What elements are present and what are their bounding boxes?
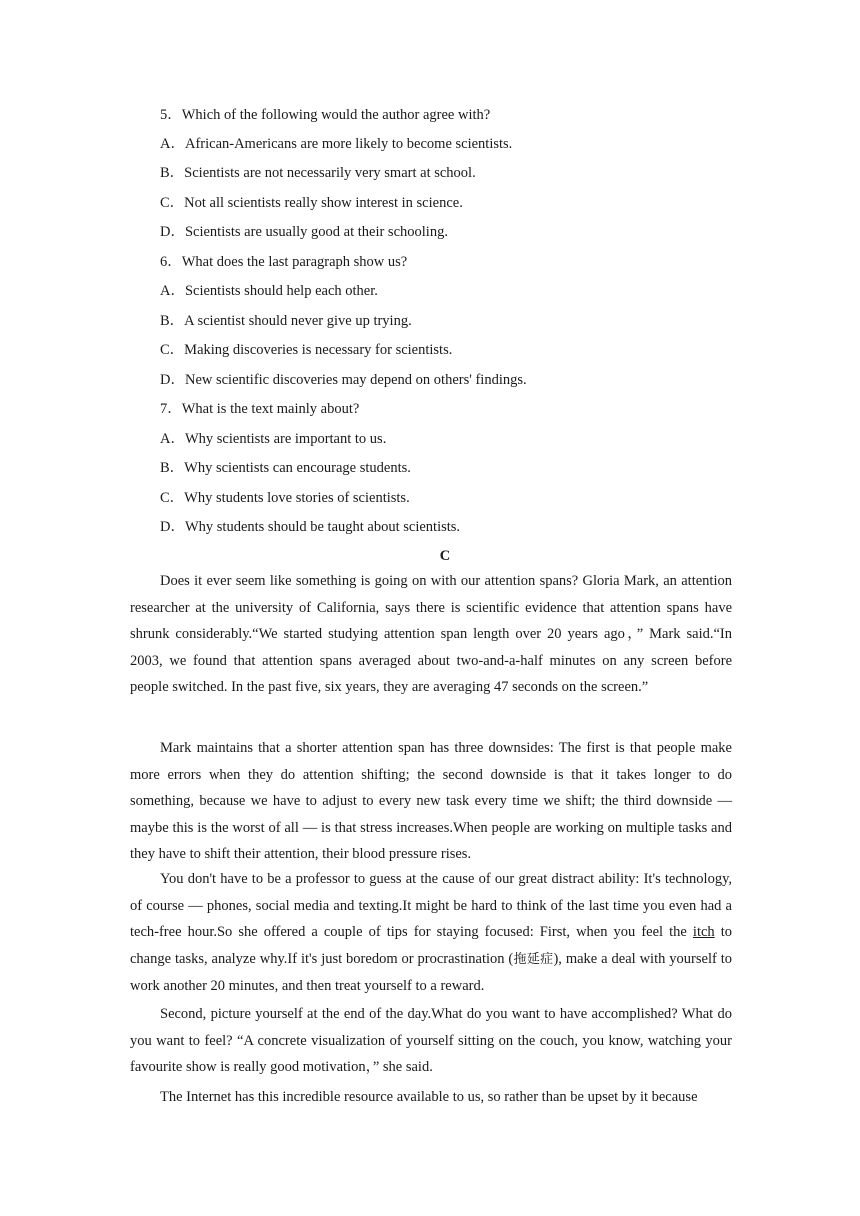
question-5-option-b: B．Scientists are not necessarily very smart at school.: [160, 165, 476, 181]
question-6-option-a: A．Scientists should help each other.: [160, 283, 378, 299]
chinese-gloss: 拖延症: [513, 951, 554, 967]
passage-paragraph-5: The Internet has this incredible resource available to us, so rather than be upset by it because: [160, 1089, 698, 1105]
passage-paragraph-2: Mark maintains that a shorter attention span has three downsides: The first is that people make more errors when they do attention shifting; the second downside is that it takes longer to do something, because we have to adjust to every new task every time we shift; the third downside — maybe this is the worst of all — is that stress increases.When people are working on multiple tasks and they have to shift their attention, their blood pressure rises.: [130, 740, 732, 863]
question-6-option-c: C．Making discoveries is necessary for scientists.: [160, 342, 453, 358]
question-7-option-d: D．Why students should be taught about scientists.: [160, 519, 461, 535]
question-5-option-c: C．Not all scientists really show interest in science.: [160, 195, 463, 211]
paragraph-3-text-middle: to change tasks, analyze why.If it's just boredom or procrastination (: [130, 924, 733, 967]
question-7-option-a: A．Why scientists are important to us.: [160, 431, 387, 447]
question-6-stem: 6．What does the last paragraph show us?: [160, 254, 408, 270]
passage-paragraph-4: Second, picture yourself at the end of the day.What do you want to have accomplished? What do you want to feel? “A concrete visualization of yourself sitting on the couch, you know, watching your favourite show is really good motivation，” she said.: [130, 1006, 732, 1076]
question-6-option-b: B．A scientist should never give up trying.: [160, 313, 412, 329]
question-7-option-b: B．Why scientists can encourage students.: [160, 460, 411, 476]
underlined-word-itch: itch: [692, 924, 715, 941]
passage-paragraph-1: Does it ever seem like something is going on with our attention spans? Gloria Mark, an attention researcher at the university of California, says there is scientific evidence that attention spans have shrunk considerably.“We started studying attention span length over 20 years ago，” Mark said.“In 2003, we found that attention spans averaged about two-and-a-half minutes on any screen before people switched. In the past five, six years, they are averaging 47 seconds on the screen.”: [130, 573, 732, 696]
section-heading: C: [439, 548, 451, 564]
question-7-option-c: C．Why students love stories of scientists.: [160, 490, 410, 506]
question-5-stem: 5．Which of the following would the author agree with?: [160, 107, 491, 123]
question-5-option-a: A．African-Americans are more likely to become scientists.: [160, 136, 513, 152]
question-5-option-d: D．Scientists are usually good at their schooling.: [160, 224, 448, 240]
passage-paragraph-3: [130, 866, 732, 1000]
question-7-stem: 7．What is the text mainly about?: [160, 401, 360, 417]
paragraph-3-text-end: ), make a deal with yourself to work another 20 minutes, and then treat yourself to a reward.: [130, 950, 732, 995]
paragraph-3-text-start: You don't have to be a professor to guess at the cause of our great distract ability: It's technology, of course — phones, social media and texting.It might be hard to think of the last time you even had a tech-free hour.So she offered a couple of tips for staying focused: First, when you feel the: [130, 871, 732, 941]
question-6-option-d: D．New scientific discoveries may depend on others' findings.: [160, 372, 527, 388]
